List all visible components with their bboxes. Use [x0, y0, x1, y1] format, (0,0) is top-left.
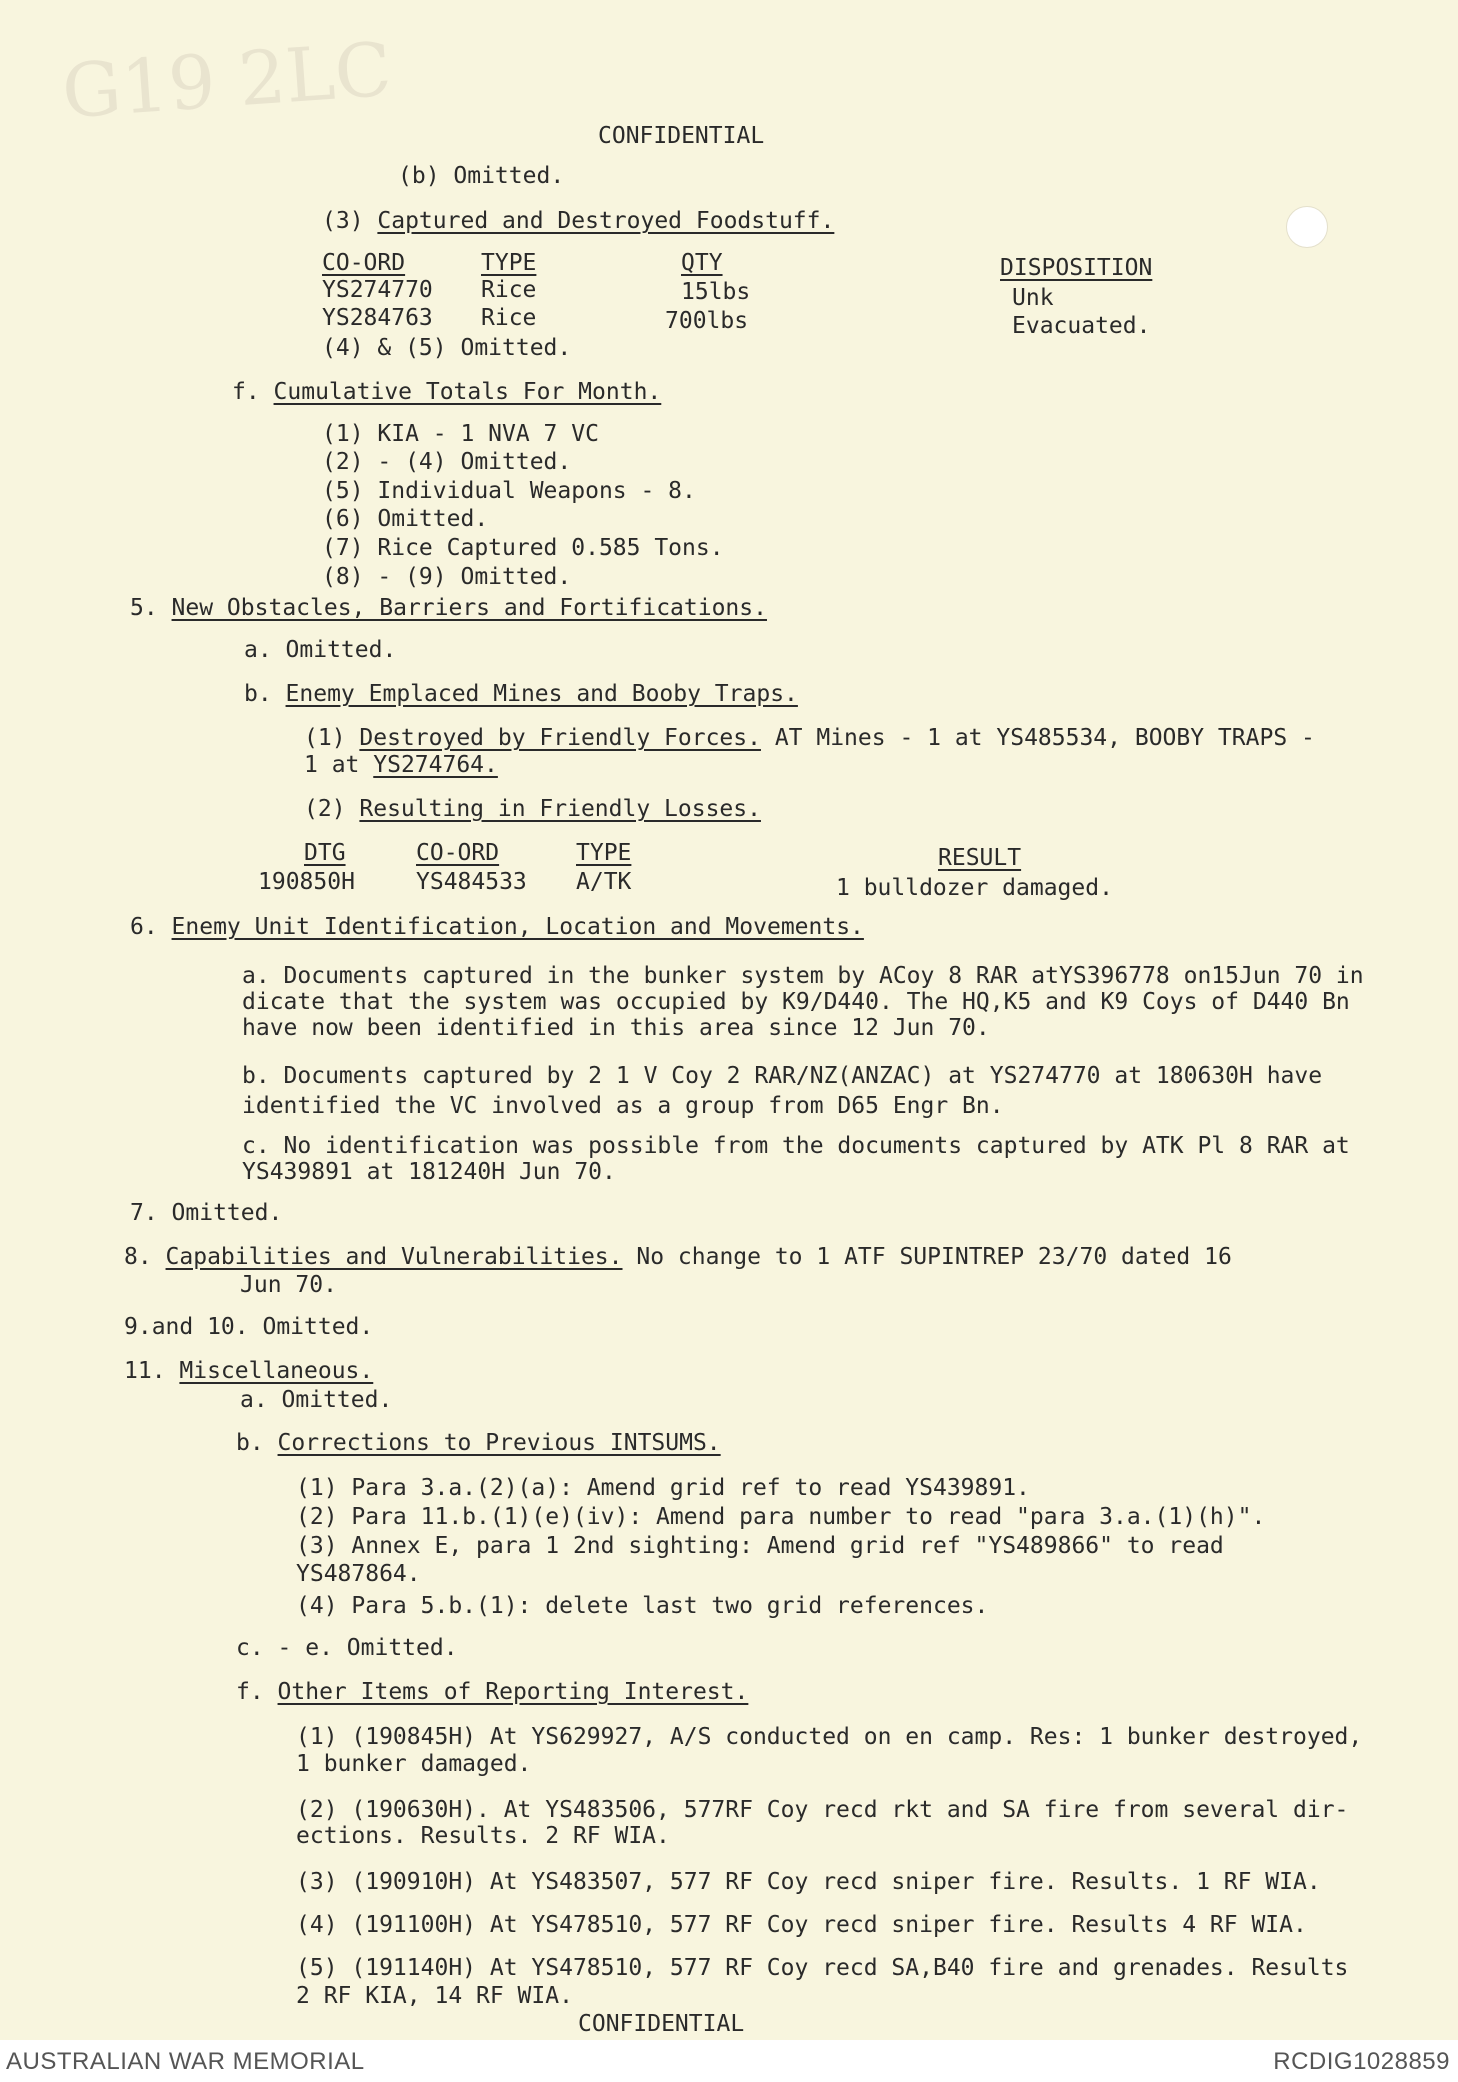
text-segment: Enemy Emplaced Mines and Booby Traps. [285, 681, 798, 707]
text-segment: (5) (191140H) At YS478510, 577 RF Coy recd SA,B40 fire and grenades. Results [296, 1955, 1349, 1981]
text-line-r3c1 [258, 868, 355, 896]
text-segment: TYPE [576, 840, 632, 866]
text-line-l2 [322, 207, 834, 235]
text-segment: New Obstacles, Barriers and Fortifications. [171, 595, 767, 621]
text-line-l28 [124, 1313, 373, 1341]
text-segment: RESULT [938, 845, 1022, 871]
text-segment: Rice [481, 277, 537, 303]
text-segment: CO-ORD [322, 250, 406, 276]
text-line-l21 [242, 1062, 1322, 1090]
text-segment: (2) - (4) Omitted. [322, 449, 572, 475]
text-segment: b. [244, 681, 286, 707]
text-line-l27 [240, 1271, 337, 1299]
text-segment: (1) KIA - 1 NVA 7 VC [322, 421, 599, 447]
header-confidential: CONFIDENTIAL [598, 123, 765, 149]
text-line-h2-dtg [304, 839, 346, 867]
archive-footer-left: AUSTRALIAN WAR MEMORIAL [6, 2048, 365, 2075]
punch-hole [1286, 206, 1328, 248]
text-line-h-type [481, 249, 536, 277]
text-line-l31 [236, 1429, 721, 1457]
text-segment: 190850H [258, 869, 355, 895]
text-segment: Cumulative Totals For Month. [273, 379, 662, 405]
text-line-l38 [236, 1678, 748, 1706]
text-line-l41 [296, 1796, 1348, 1824]
text-segment: b. Documents captured by 2 1 V Coy 2 RAR/NZ(ANZAC) at YS274770 at 180630H have [242, 1063, 1323, 1089]
text-line-l33 [296, 1503, 1265, 1531]
text-segment: (b) Omitted. [398, 163, 565, 189]
text-line-l13 [244, 680, 798, 708]
text-segment: (3) Annex E, para 1 2nd sighting: Amend grid ref "YS489866" to read [296, 1533, 1224, 1559]
text-segment: c. - e. Omitted. [236, 1635, 458, 1661]
text-segment: Jun 70. [240, 1272, 337, 1298]
text-segment: YS487864. [296, 1561, 421, 1587]
text-line-l35 [296, 1560, 421, 1588]
text-segment: 700lbs [665, 308, 749, 334]
text-line-r2c4 [1012, 312, 1150, 340]
text-segment: 1 bunker damaged. [296, 1751, 532, 1777]
text-segment: 5. [130, 595, 172, 621]
text-line-r3c2 [416, 868, 527, 896]
text-line-r2c1 [322, 304, 433, 332]
text-segment: (4) & (5) Omitted. [322, 335, 572, 361]
text-line-l18 [242, 962, 1364, 990]
text-line-l34 [296, 1532, 1224, 1560]
text-line-l1 [398, 162, 564, 190]
text-line-l46 [296, 1982, 573, 2010]
text-line-l39 [296, 1723, 1362, 1751]
text-segment: TYPE [481, 250, 537, 276]
text-line-l44 [296, 1911, 1307, 1939]
text-line-l5 [322, 420, 599, 448]
text-line-l42 [296, 1822, 670, 1850]
text-line-h-coord [322, 249, 405, 277]
text-line-l12 [244, 636, 396, 664]
text-segment: YS274770 [322, 277, 433, 303]
text-line-r2c2 [481, 304, 536, 332]
text-segment: 7. Omitted. [130, 1200, 283, 1226]
text-line-l6 [322, 448, 571, 476]
text-segment: (8) - (9) Omitted. [322, 564, 572, 590]
text-segment: Capabilities and Vulnerabilities. [165, 1244, 623, 1270]
text-segment: (4) (191100H) At YS478510, 577 RF Coy recd sniper fire. Results 4 RF WIA. [296, 1912, 1307, 1938]
text-segment: Enemy Unit Identification, Location and Movements. [171, 914, 864, 940]
text-segment: have now been identified in this area since 12 Jun 70. [242, 1015, 990, 1041]
text-segment: a. Omitted. [244, 637, 397, 663]
text-line-h2-type [576, 839, 631, 867]
text-segment: Miscellaneous. [179, 1358, 374, 1384]
text-line-l14 [304, 724, 1315, 752]
text-line-h-qty [681, 249, 723, 277]
text-segment: CO-ORD [416, 840, 500, 866]
text-segment: f. [232, 379, 274, 405]
text-segment: b. [236, 1430, 278, 1456]
text-line-l29 [124, 1357, 373, 1385]
text-segment: Evacuated. [1012, 313, 1151, 339]
text-segment: c. No identification was possible from the documents captured by ATK Pl 8 RAR at [242, 1133, 1350, 1159]
text-line-l43 [296, 1868, 1321, 1896]
text-segment: (2) [304, 796, 360, 822]
text-line-l7 [322, 477, 696, 505]
text-line-l32 [296, 1474, 1030, 1502]
text-segment: No change to 1 ATF SUPINTREP 23/70 dated 16 [622, 1244, 1232, 1270]
text-line-r2c3 [665, 307, 748, 335]
text-line-l4 [232, 378, 661, 406]
text-line-l36 [296, 1592, 988, 1620]
text-line-l30 [240, 1386, 392, 1414]
text-segment: YS274764. [373, 752, 498, 778]
text-line-l23 [242, 1132, 1350, 1160]
text-segment: ections. Results. 2 RF WIA. [296, 1823, 670, 1849]
text-segment: a. Omitted. [240, 1387, 393, 1413]
text-line-r1c1 [322, 276, 433, 304]
text-line-l16 [304, 795, 761, 823]
text-segment: Corrections to Previous INTSUMS. [277, 1430, 721, 1456]
footer-confidential: CONFIDENTIAL [578, 2011, 745, 2037]
text-segment: YS484533 [416, 869, 527, 895]
text-segment: (3) [322, 208, 378, 234]
text-segment: dicate that the system was occupied by K9/D440. The HQ,K5 and K9 Coys of D440 Bn [242, 989, 1350, 1015]
text-line-l19 [242, 988, 1350, 1016]
text-segment: 9.and 10. Omitted. [124, 1314, 374, 1340]
text-line-l45 [296, 1954, 1348, 1982]
text-line-l22 [242, 1092, 1004, 1120]
text-segment: Captured and Destroyed Foodstuff. [377, 208, 835, 234]
text-segment: Rice [481, 305, 537, 331]
text-line-l11 [130, 594, 767, 622]
text-segment: (2) (190630H). At YS483506, 577RF Coy recd rkt and SA fire from several dir- [296, 1797, 1349, 1823]
text-segment: 15lbs [681, 279, 751, 305]
text-segment: Unk [1012, 285, 1054, 311]
text-line-l25 [130, 1199, 282, 1227]
text-line-l20 [242, 1014, 990, 1042]
text-segment: a. Documents captured in the bunker system by ACoy 8 RAR atYS396778 on15Jun 70 in [242, 963, 1364, 989]
text-line-l9 [322, 534, 724, 562]
text-segment: AT Mines - 1 at YS485534, BOOBY TRAPS - [760, 725, 1315, 751]
text-line-r1c3 [681, 278, 750, 306]
text-line-l24 [242, 1158, 616, 1186]
archive-footer-right: RCDIG1028859 [1273, 2048, 1450, 2075]
text-line-r3c3 [576, 868, 631, 896]
text-segment: (1) (190845H) At YS629927, A/S conducted on en camp. Res: 1 bunker destroyed, [296, 1724, 1363, 1750]
text-segment: (1) [304, 725, 360, 751]
text-segment: DTG [304, 840, 346, 866]
text-line-h2-result [938, 844, 1021, 872]
text-segment: (2) Para 11.b.(1)(e)(iv): Amend para number to read "para 3.a.(1)(h)". [296, 1504, 1266, 1530]
text-segment: Destroyed by Friendly Forces. [359, 725, 761, 751]
text-segment: DISPOSITION [1000, 255, 1153, 281]
text-segment: YS284763 [322, 305, 433, 331]
handwritten-note: G19 2LC [59, 26, 395, 136]
text-segment: (1) Para 3.a.(2)(a): Amend grid ref to read YS439891. [296, 1475, 1030, 1501]
text-segment: 1 at [304, 752, 374, 778]
text-line-l10 [322, 563, 571, 591]
text-segment: 1 bulldozer damaged. [836, 875, 1113, 901]
text-line-l3 [322, 334, 571, 362]
text-segment: 11. [124, 1358, 180, 1384]
text-line-r1c4 [1012, 284, 1054, 312]
text-segment: (5) Individual Weapons - 8. [322, 478, 696, 504]
text-line-l8 [322, 505, 488, 533]
text-line-l40 [296, 1750, 531, 1778]
text-segment: (3) (190910H) At YS483507, 577 RF Coy recd sniper fire. Results. 1 RF WIA. [296, 1869, 1321, 1895]
text-line-h2-coord [416, 839, 499, 867]
text-segment: (7) Rice Captured 0.585 Tons. [322, 535, 724, 561]
text-segment: 2 RF KIA, 14 RF WIA. [296, 1983, 573, 2009]
text-line-r1c2 [481, 276, 536, 304]
text-segment: 6. [130, 914, 172, 940]
text-segment: Other Items of Reporting Interest. [277, 1679, 749, 1705]
text-segment: YS439891 at 181240H Jun 70. [242, 1159, 616, 1185]
text-segment: identified the VC involved as a group from D65 Engr Bn. [242, 1093, 1004, 1119]
text-line-l17 [130, 913, 864, 941]
text-line-r3c4 [836, 874, 1113, 902]
text-segment: 8. [124, 1244, 166, 1270]
text-segment: f. [236, 1679, 278, 1705]
text-segment: (6) Omitted. [322, 506, 489, 532]
text-line-l37 [236, 1634, 458, 1662]
text-segment: QTY [681, 250, 723, 276]
text-segment: (4) Para 5.b.(1): delete last two grid references. [296, 1593, 989, 1619]
text-segment: A/TK [576, 869, 632, 895]
text-line-l26 [124, 1243, 1232, 1271]
text-line-h-disp [1000, 254, 1152, 282]
text-line-l15 [304, 751, 498, 779]
text-segment: Resulting in Friendly Losses. [359, 796, 761, 822]
